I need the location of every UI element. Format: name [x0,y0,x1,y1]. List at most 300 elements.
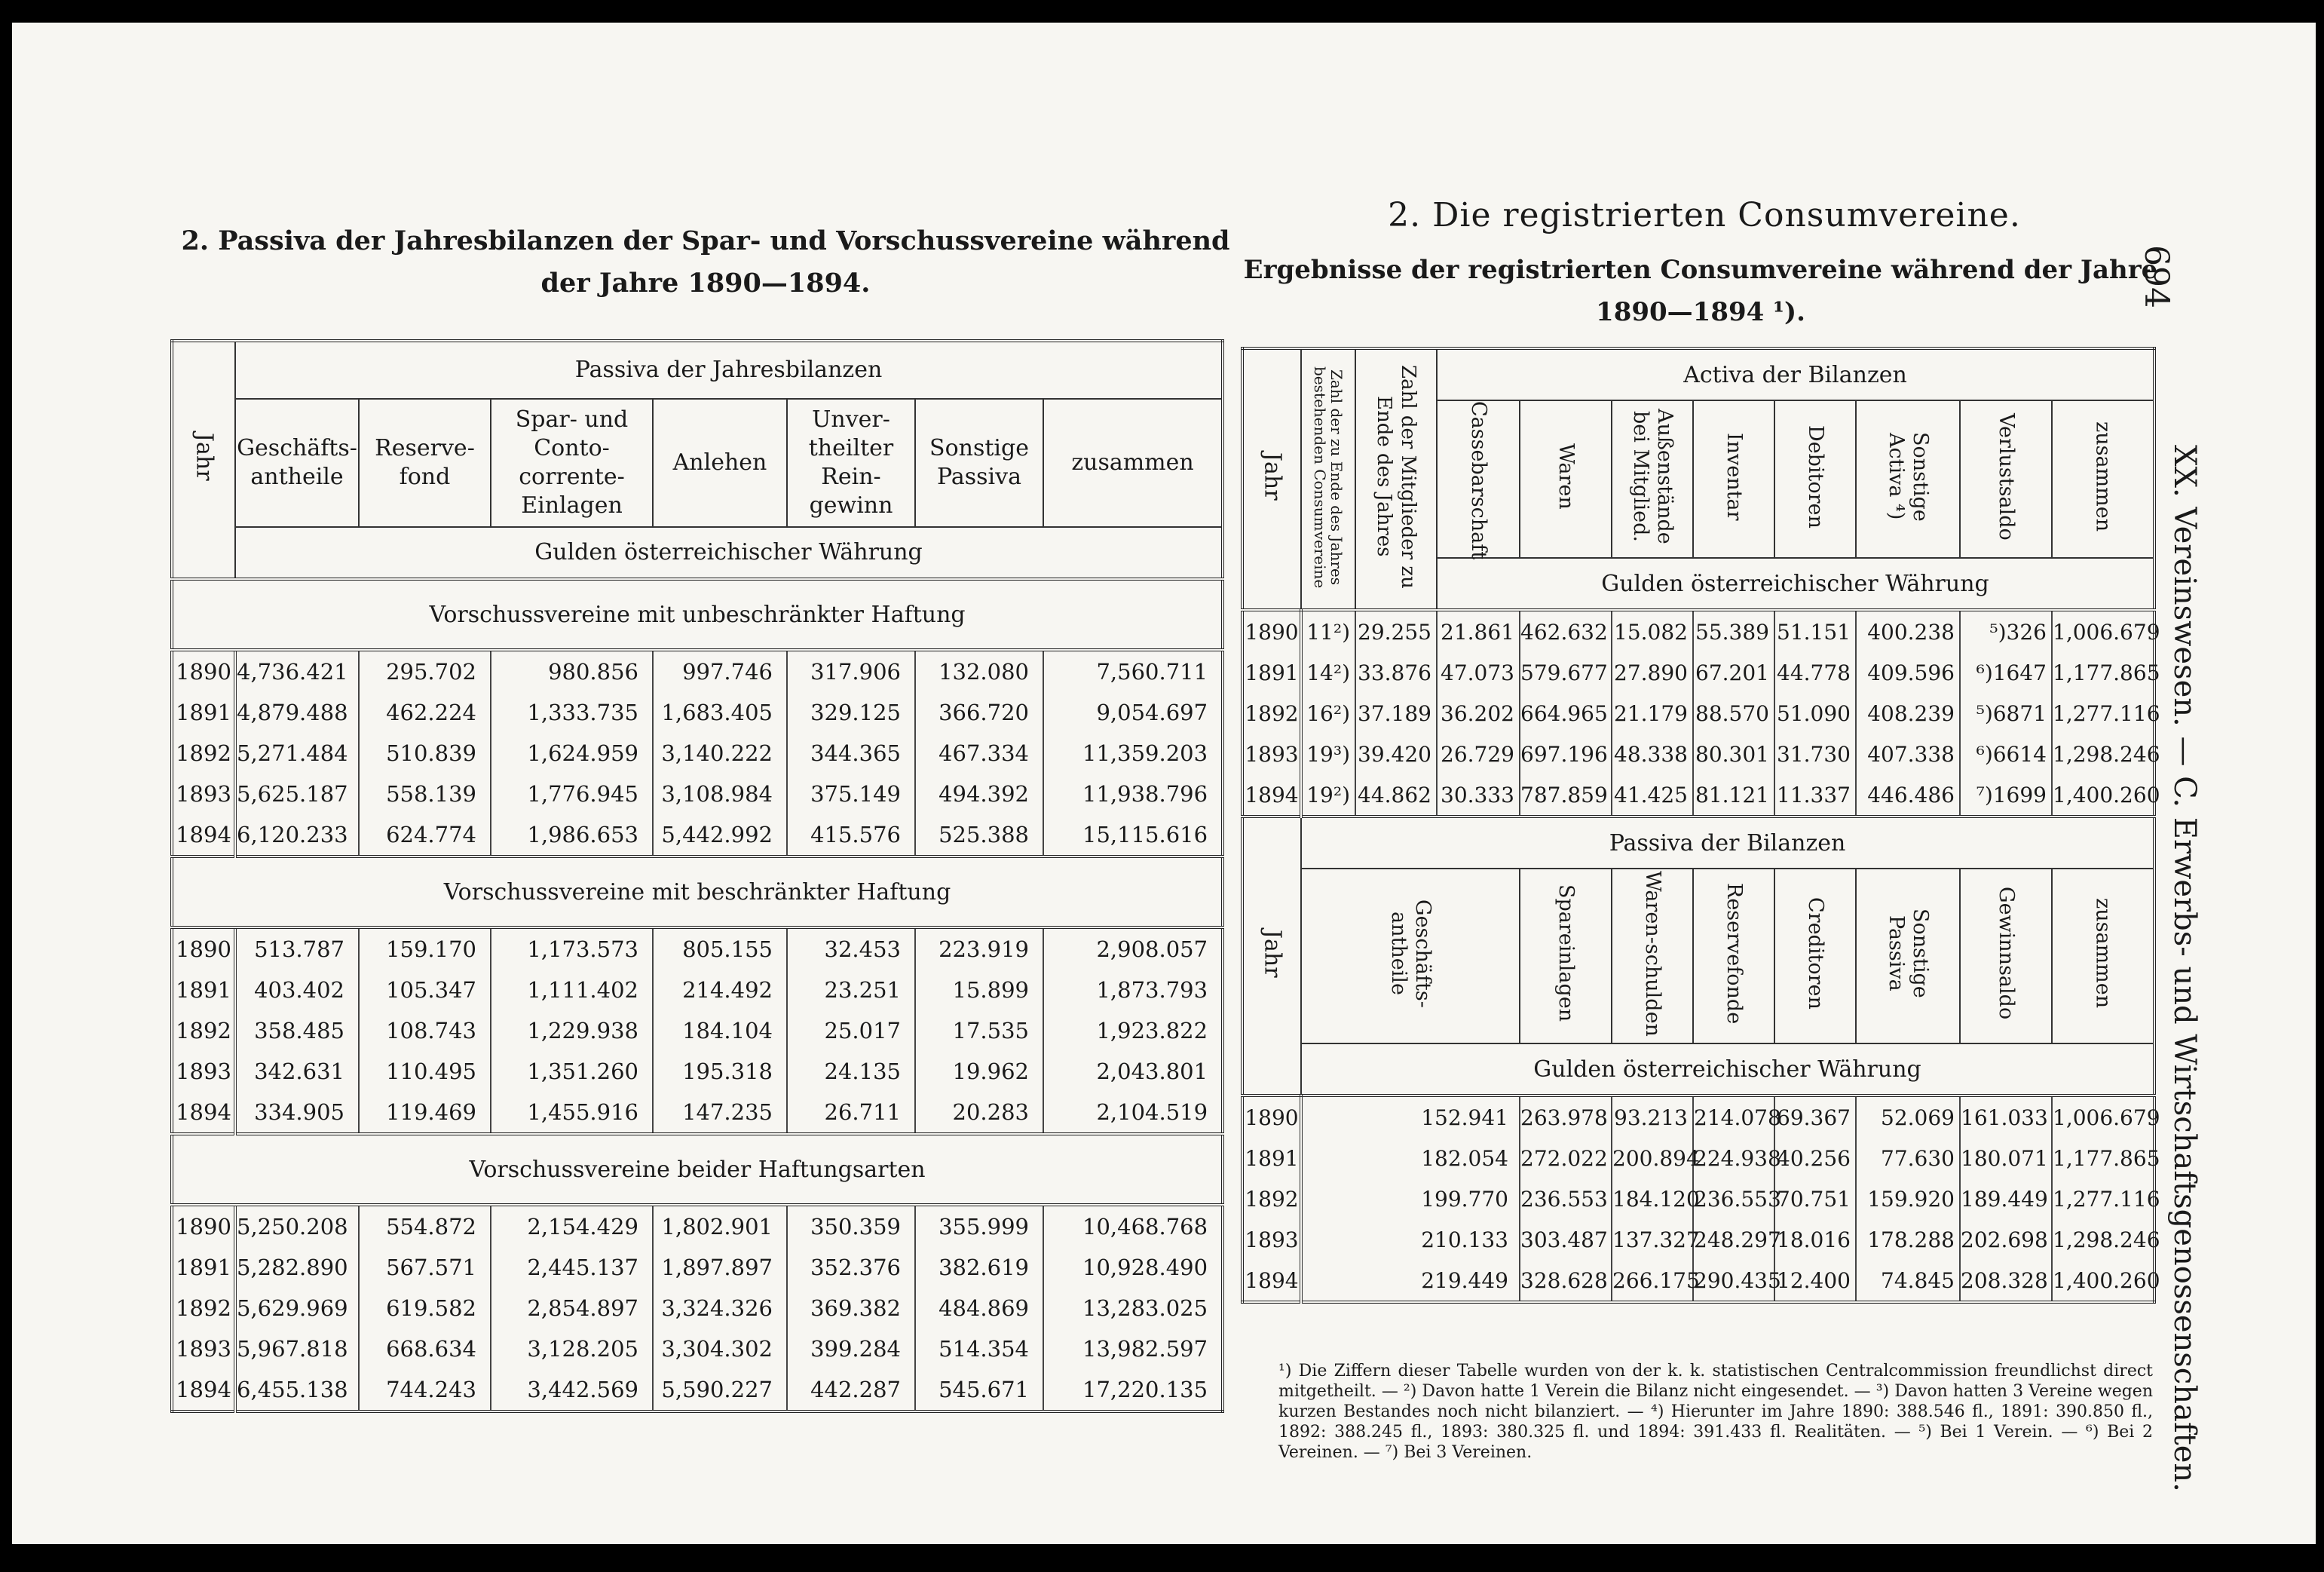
value-cell: 317.906 [787,650,915,692]
year-cell: 1891 [1242,652,1301,693]
value-cell: 467.334 [915,733,1043,774]
value-cell: 147.235 [653,1092,787,1134]
value-cell: 2,154.429 [491,1205,653,1247]
value-cell: 14²) [1301,652,1355,693]
value-cell: 1,873.793 [1043,970,1223,1010]
value-cell: 272.022 [1520,1138,1612,1178]
value-cell: 214.492 [653,970,787,1010]
value-cell: 159.170 [359,927,491,970]
year-cell: 1894 [172,1092,235,1134]
value-cell: 1,298.246 [2052,734,2154,774]
value-cell: 182.054 [1301,1138,1520,1178]
value-cell: 70.751 [1774,1178,1856,1219]
value-cell: 303.487 [1520,1219,1612,1260]
year-cell: 1892 [1242,693,1301,734]
value-cell: 10,468.768 [1043,1205,1223,1247]
table-row [172,692,1223,733]
value-cell: 408.239 [1856,693,1960,734]
value-cell: 407.338 [1856,734,1960,774]
table-row [172,814,1223,856]
value-cell: 1,802.901 [653,1205,787,1247]
table-row [1242,1095,2154,1138]
year-cell: 1892 [172,733,235,774]
year-cell: 1894 [172,1369,235,1411]
value-cell: 15.899 [915,970,1043,1010]
value-cell: 403.402 [235,970,359,1010]
year-cell: 1891 [172,1247,235,1288]
table-row [172,774,1223,814]
value-cell: 329.125 [787,692,915,733]
year-cell: 1890 [172,650,235,692]
activa-column-header: zusammen [2052,400,2154,558]
value-cell: 1,897.897 [653,1247,787,1288]
table-row [172,1051,1223,1092]
value-cell: 2,854.897 [491,1288,653,1328]
value-cell: 180.071 [1960,1138,2052,1178]
value-cell: 1,986.653 [491,814,653,856]
value-cell: 199.770 [1301,1178,1520,1219]
value-cell: 350.359 [787,1205,915,1247]
value-cell: 80.301 [1693,734,1774,774]
value-cell: 19.962 [915,1051,1043,1092]
table-row [1242,1138,2154,1178]
passiva-column-header: Reservefonde [1693,869,1774,1043]
activa-header-members: Zahl der Mitglieder zu Ende des Jahres [1355,348,1437,610]
year-cell: 1893 [1242,1219,1301,1260]
section-heading: 2. Die registrierten Consumvereine. [1388,196,2021,234]
passiva-column-header: Spareinlagen [1520,869,1612,1043]
value-cell: 1,173.573 [491,927,653,970]
value-cell: 2,043.801 [1043,1051,1223,1092]
year-cell: 1891 [1242,1138,1301,1178]
value-cell: 214.078 [1693,1095,1774,1138]
left-column-header: Geschäfts-antheile [235,399,359,527]
value-cell: 77.630 [1856,1138,1960,1178]
group-label: Vorschussvereine beider Haftungsarten [172,1134,1223,1205]
passiva-column-header: Sonstige Passiva [1856,869,1960,1043]
left-table-head [172,341,1223,579]
value-cell: 74.845 [1856,1260,1960,1302]
value-cell: 16²) [1301,693,1355,734]
activa-column-header: Waren [1520,400,1612,558]
activa-header-group: Activa der Bilanzen [1437,348,2154,400]
activa-head [1242,348,2154,610]
value-cell: 3,304.302 [653,1328,787,1369]
activa-column-header: Sonstige Activa ⁴) [1856,400,1960,558]
passiva-header-year: Jahr [1242,817,1301,1095]
value-cell: 2,908.057 [1043,927,1223,970]
value-cell: 15.082 [1612,610,1693,652]
value-cell: 161.033 [1960,1095,2052,1138]
value-cell: 1,776.945 [491,774,653,814]
activa-header-year: Jahr [1242,348,1301,610]
value-cell: 48.338 [1612,734,1693,774]
year-cell: 1890 [1242,610,1301,652]
value-cell: 52.069 [1856,1095,1960,1138]
value-cell: 36.202 [1437,693,1520,734]
value-cell: 3,442.569 [491,1369,653,1411]
left-column-header: Unver-theilter Rein-gewinn [787,399,915,527]
left-column-header: zusammen [1043,399,1223,527]
value-cell: 554.872 [359,1205,491,1247]
right-table-title: Ergebnisse der registrierten Consumvereine während der Jahre 1890—1894 ¹). [1243,255,2158,327]
year-cell: 1893 [1242,734,1301,774]
value-cell: 3,324.326 [653,1288,787,1328]
value-cell: 20.283 [915,1092,1043,1134]
table-row [1242,1219,2154,1260]
year-cell: 1890 [1242,1095,1301,1138]
value-cell: 462.632 [1520,610,1612,652]
running-header: XX. Vereinswesen. — C. Erwerbs- und Wirtschaftsgenossenschaften. [2167,445,2202,1492]
value-cell: 15,115.616 [1043,814,1223,856]
value-cell: 13,283.025 [1043,1288,1223,1328]
table-row [172,1288,1223,1328]
header-unit: Gulden österreichischer Währung [235,527,1223,579]
value-cell: 13,982.597 [1043,1328,1223,1369]
value-cell: 624.774 [359,814,491,856]
value-cell: 366.720 [915,692,1043,733]
value-cell: 19²) [1301,774,1355,817]
value-cell: 510.839 [359,733,491,774]
value-cell: 108.743 [359,1010,491,1051]
passiva-column-header: Geschäfts-antheile [1301,869,1520,1043]
value-cell: 67.201 [1693,652,1774,693]
value-cell: 208.328 [1960,1260,2052,1302]
value-cell: 39.420 [1355,734,1437,774]
value-cell: 1,455.916 [491,1092,653,1134]
value-cell: 17.535 [915,1010,1043,1051]
activa-column-header: Debitoren [1774,400,1856,558]
value-cell: 5,967.818 [235,1328,359,1369]
table-row [172,1010,1223,1051]
passiva-column-header: Creditoren [1774,869,1856,1043]
value-cell: 44.778 [1774,652,1856,693]
value-cell: 328.628 [1520,1260,1612,1302]
value-cell: 375.149 [787,774,915,814]
value-cell: 236.553 [1520,1178,1612,1219]
value-cell: 1,229.938 [491,1010,653,1051]
value-cell: 93.213 [1612,1095,1693,1138]
left-column-header: Anlehen [653,399,787,527]
value-cell: 1,177.865 [2052,652,2154,693]
value-cell: 223.919 [915,927,1043,970]
value-cell: 484.869 [915,1288,1043,1328]
table-row [1242,652,2154,693]
table-row [172,650,1223,692]
value-cell: 2,445.137 [491,1247,653,1288]
value-cell: 18.016 [1774,1219,1856,1260]
header-group: Passiva der Jahresbilanzen [235,341,1223,399]
value-cell: ⁷)1699 [1960,774,2052,817]
value-cell: 41.425 [1612,774,1693,817]
value-cell: 1,624.959 [491,733,653,774]
value-cell: 184.120 [1612,1178,1693,1219]
value-cell: 51.151 [1774,610,1856,652]
value-cell: 697.196 [1520,734,1612,774]
value-cell: 1,683.405 [653,692,787,733]
value-cell: 137.327 [1612,1219,1693,1260]
value-cell: 382.619 [915,1247,1043,1288]
value-cell: 119.469 [359,1092,491,1134]
value-cell: 525.388 [915,814,1043,856]
value-cell: 399.284 [787,1328,915,1369]
activa-header-count: Zahl der zu Ende des Jahres bestehenden Consumvereine [1301,348,1355,610]
passiva-header-unit: Gulden österreichischer Währung [1301,1043,2154,1095]
value-cell: ⁵)6871 [1960,693,2052,734]
value-cell: 105.347 [359,970,491,1010]
value-cell: 358.485 [235,1010,359,1051]
value-cell: 342.631 [235,1051,359,1092]
year-cell: 1894 [1242,1260,1301,1302]
value-cell: 6,120.233 [235,814,359,856]
value-cell: 159.920 [1856,1178,1960,1219]
value-cell: 1,351.260 [491,1051,653,1092]
passiva-table-savings-associations [170,339,1224,1413]
passiva-header-group: Passiva der Bilanzen [1301,817,2154,869]
value-cell: 997.746 [653,650,787,692]
activa-column-header: Außenstände bei Mitglied. [1612,400,1693,558]
value-cell: 88.570 [1693,693,1774,734]
activa-header-unit: Gulden österreichischer Währung [1437,558,2154,610]
year-cell: 1890 [172,927,235,970]
value-cell: 4,736.421 [235,650,359,692]
value-cell: 26.729 [1437,734,1520,774]
value-cell: 446.486 [1856,774,1960,817]
left-table-body [172,579,1223,1411]
value-cell: 352.376 [787,1247,915,1288]
table-row [1242,734,2154,774]
table-row [172,1328,1223,1369]
value-cell: 33.876 [1355,652,1437,693]
value-cell: 400.238 [1856,610,1960,652]
activa-column-header: Verlustsaldo [1960,400,2052,558]
value-cell: 5,250.208 [235,1205,359,1247]
footnotes: ¹) Die Ziffern dieser Tabelle wurden von der k. k. statistischen Centralcommission freundlichst direct mitgetheilt. — ²) Davon hatte 1 Verein die Bilanz nicht eingesendet. — ³) Davon hatten 3 Vereine wegen kurzen Bestandes noch nicht bilanziert. — ⁴) Hierunter im Jahre 1890: 388.546 fl., 1891: 390.850 fl., 1892: 388.245 fl., 1893: 380.325 fl. und 1894: 391.433 fl. Realitäten. — ⁵) Bei 1 Verein. — ⁶) Bei 2 Vereinen. — ⁷) Bei 3 Vereinen. [1278,1362,2153,1462]
year-cell: 1892 [172,1010,235,1051]
value-cell: 26.711 [787,1092,915,1134]
value-cell: 17,220.135 [1043,1369,1223,1411]
value-cell: 40.256 [1774,1138,1856,1178]
value-cell: 1,333.735 [491,692,653,733]
activa-column-header: Inventar [1693,400,1774,558]
year-cell: 1893 [172,1328,235,1369]
value-cell: 10,928.490 [1043,1247,1223,1288]
year-cell: 1892 [1242,1178,1301,1219]
value-cell: 25.017 [787,1010,915,1051]
header-year: Jahr [172,341,235,579]
table-row [172,1369,1223,1411]
value-cell: 1,277.116 [2052,1178,2154,1219]
value-cell: 5,625.187 [235,774,359,814]
group-row [172,856,1223,927]
group-row [172,1134,1223,1205]
value-cell: 980.856 [491,650,653,692]
value-cell: 29.255 [1355,610,1437,652]
year-cell: 1892 [172,1288,235,1328]
value-cell: 55.389 [1693,610,1774,652]
table-row [1242,610,2154,652]
value-cell: 664.965 [1520,693,1612,734]
value-cell: 3,108.984 [653,774,787,814]
activa-body [1242,610,2160,817]
value-cell: 37.189 [1355,693,1437,734]
value-cell: 224.938 [1693,1138,1774,1178]
value-cell: 334.905 [235,1092,359,1134]
year-cell: 1891 [172,970,235,1010]
value-cell: 1,111.402 [491,970,653,1010]
value-cell: 7,560.711 [1043,650,1223,692]
value-cell: 1,923.822 [1043,1010,1223,1051]
passiva-column-header: Gewinnsaldo [1960,869,2052,1043]
value-cell: 11²) [1301,610,1355,652]
value-cell: 369.382 [787,1288,915,1328]
value-cell: 409.596 [1856,652,1960,693]
value-cell: 6,455.138 [235,1369,359,1411]
value-cell: 344.365 [787,733,915,774]
year-cell: 1891 [172,692,235,733]
passiva-column-header: zusammen [2052,869,2154,1043]
value-cell: 355.999 [915,1205,1043,1247]
value-cell: 51.090 [1774,693,1856,734]
value-cell: 30.333 [1437,774,1520,817]
table-row [1242,774,2154,817]
value-cell: 805.155 [653,927,787,970]
left-table-title: 2. Passiva der Jahresbilanzen der Spar- und Vorschussvereine während der Jahre 1890—1894. [181,225,1230,299]
page-number: 694 [2137,245,2175,308]
value-cell: 47.073 [1437,652,1520,693]
value-cell: ⁶)6614 [1960,734,2052,774]
value-cell: 81.121 [1693,774,1774,817]
value-cell: 494.392 [915,774,1043,814]
value-cell: 514.354 [915,1328,1043,1369]
value-cell: 744.243 [359,1369,491,1411]
passiva-head [1242,817,2154,1095]
year-cell: 1893 [172,1051,235,1092]
value-cell: 202.698 [1960,1219,2052,1260]
table-row [172,1092,1223,1134]
value-cell: 558.139 [359,774,491,814]
group-label: Vorschussvereine mit unbeschränkter Haftung [172,579,1223,650]
value-cell: 1,006.679 [2052,1095,2154,1138]
value-cell: 21.179 [1612,693,1693,734]
value-cell: 619.582 [359,1288,491,1328]
value-cell: 3,140.222 [653,733,787,774]
value-cell: 1,277.116 [2052,693,2154,734]
year-cell: 1894 [1242,774,1301,817]
value-cell: 184.104 [653,1010,787,1051]
value-cell: 110.495 [359,1051,491,1092]
passiva-column-header: Waren-schulden [1612,869,1693,1043]
value-cell: 1,006.679 [2052,610,2154,652]
value-cell: 248.297 [1693,1219,1774,1260]
passiva-body [1242,1095,2160,1302]
value-cell: 5,282.890 [235,1247,359,1288]
year-cell: 1893 [172,774,235,814]
table-row [172,927,1223,970]
value-cell: 462.224 [359,692,491,733]
value-cell: 178.288 [1856,1219,1960,1260]
value-cell: 5,271.484 [235,733,359,774]
table-row [172,1247,1223,1288]
value-cell: 1,177.865 [2052,1138,2154,1178]
table-row [172,1205,1223,1247]
value-cell: 290.435 [1693,1260,1774,1302]
value-cell: 1,400.260 [2052,1260,2154,1302]
value-cell: 19³) [1301,734,1355,774]
table-row [172,970,1223,1010]
value-cell: 1,298.246 [2052,1219,2154,1260]
value-cell: 263.978 [1520,1095,1612,1138]
value-cell: 152.941 [1301,1095,1520,1138]
value-cell: 132.080 [915,650,1043,692]
value-cell: 69.367 [1774,1095,1856,1138]
value-cell: 21.861 [1437,610,1520,652]
left-column-header: Reserve-fond [359,399,491,527]
value-cell: 11,938.796 [1043,774,1223,814]
value-cell: 200.894 [1612,1138,1693,1178]
value-cell: 12.400 [1774,1260,1856,1302]
value-cell: 32.453 [787,927,915,970]
value-cell: 5,629.969 [235,1288,359,1328]
value-cell: 23.251 [787,970,915,1010]
group-label: Vorschussvereine mit beschränkter Haftung [172,856,1223,927]
value-cell: 5,442.992 [653,814,787,856]
value-cell: 1,400.260 [2052,774,2154,817]
value-cell: 27.890 [1612,652,1693,693]
group-row [172,579,1223,650]
value-cell: 236.553 [1693,1178,1774,1219]
value-cell: 415.576 [787,814,915,856]
table-row [1242,1260,2154,1302]
value-cell: 567.571 [359,1247,491,1288]
page [12,23,2316,1544]
value-cell: 2,104.519 [1043,1092,1223,1134]
activa-column-header: Cassebarschaft [1437,400,1520,558]
value-cell: 4,879.488 [235,692,359,733]
value-cell: 545.671 [915,1369,1043,1411]
value-cell: 189.449 [1960,1178,2052,1219]
value-cell: 3,128.205 [491,1328,653,1369]
value-cell: ⁶)1647 [1960,652,2052,693]
table-row [1242,1178,2154,1219]
table-row [172,733,1223,774]
value-cell: 195.318 [653,1051,787,1092]
value-cell: 24.135 [787,1051,915,1092]
value-cell: 11.337 [1774,774,1856,817]
value-cell: 5,590.227 [653,1369,787,1411]
value-cell: 579.677 [1520,652,1612,693]
table-row [1242,693,2154,734]
value-cell: 11,359.203 [1043,733,1223,774]
year-cell: 1894 [172,814,235,856]
value-cell: ⁵)326 [1960,610,2052,652]
consumer-associations-table [1241,347,2160,1304]
value-cell: 513.787 [235,927,359,970]
value-cell: 295.702 [359,650,491,692]
left-column-header: Sonstige Passiva [915,399,1043,527]
value-cell: 9,054.697 [1043,692,1223,733]
year-cell: 1890 [172,1205,235,1247]
value-cell: 266.175 [1612,1260,1693,1302]
value-cell: 442.287 [787,1369,915,1411]
value-cell: 219.449 [1301,1260,1520,1302]
left-column-header: Spar- und Conto-corrente-Einlagen [491,399,653,527]
value-cell: 44.862 [1355,774,1437,817]
value-cell: 31.730 [1774,734,1856,774]
value-cell: 787.859 [1520,774,1612,817]
value-cell: 210.133 [1301,1219,1520,1260]
value-cell: 668.634 [359,1328,491,1369]
